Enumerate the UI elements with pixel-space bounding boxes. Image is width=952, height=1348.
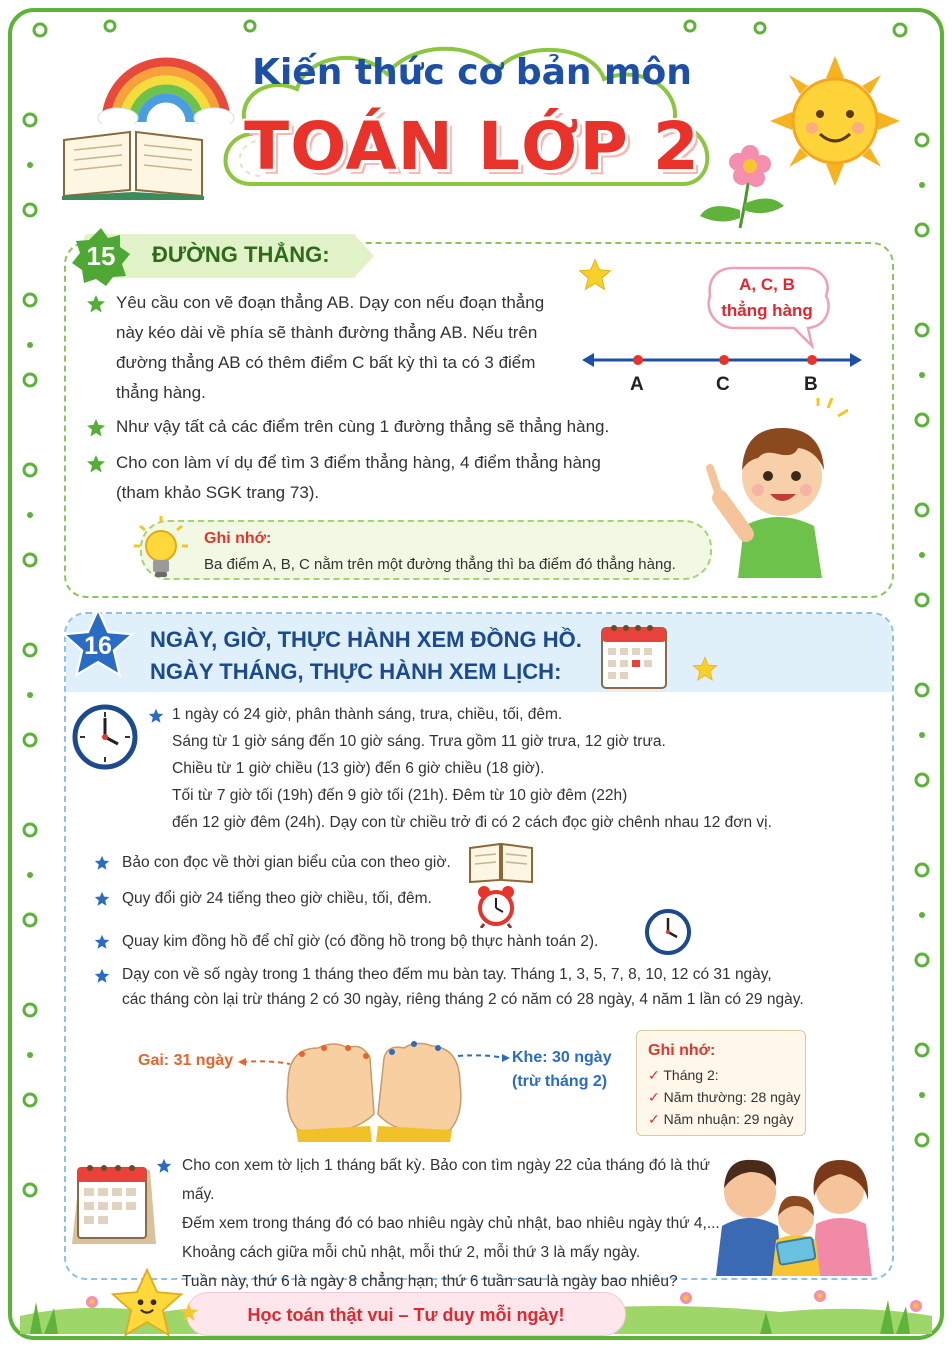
green-star-icon [86,454,106,474]
section-16-title-line: NGÀY THÁNG, THỰC HÀNH XEM LỊCH: [150,659,562,684]
text-line: này kéo dài về phía sẽ thành đường thẳng AB. Nếu trên [116,323,538,342]
green-star-icon [86,418,106,438]
text-line: Tuần này, thứ 6 là ngày 8 chẳng hạn, thứ 6 tuần sau là ngày bao nhiêu? [182,1273,678,1290]
memo-month: Tháng 2: [663,1067,719,1083]
text-line: Cho con xem tờ lịch 1 tháng bất kỳ. Bảo con tìm ngày 22 của tháng đó là thứ mấy. [182,1157,711,1203]
blue-star-icon [94,891,110,907]
text-line: Sáng từ 1 giờ sáng đến 10 giờ sáng. Trưa gồm 11 giờ trưa, 12 giờ trưa. [172,733,666,750]
s15-bullet-1 [116,288,576,408]
text-line: Yêu cầu con vẽ đoạn thẳng AB. Dạy con nếu đoạn thẳng [116,293,545,312]
text-line: đường thẳng AB có thêm điểm C bất kỳ thì ta có 3 điểm [116,353,536,372]
lightbulb-icon [134,516,188,582]
blue-star-icon [94,855,110,871]
s16-bullet-2: Bảo con đọc về thời gian biểu của con theo giờ. [122,854,451,871]
page-title-line2: TOÁN LỚP 2 [244,108,700,185]
footer-slogan [179,1292,626,1336]
memo-title: Ghi nhớ: [648,1042,716,1059]
text-line: các tháng còn lại trừ tháng 2 có 30 ngày, riêng tháng 2 có năm có 28 ngày, 4 năm 1 lần có 29 ngày. [122,991,804,1008]
knuckle-label: Gai: 31 ngày [138,1052,234,1069]
gap-label-line: Khe: 30 ngày [512,1049,612,1066]
point-b-label: B [804,374,818,395]
text-line: Tối từ 7 giờ tối (19h) đến 9 giờ tối (21h). Đêm từ 10 giờ đêm (22h) [172,787,628,804]
boy-pointing-icon [698,398,848,578]
alarm-clock-icon [476,884,516,928]
gap-label [512,1046,612,1094]
text-line: Chiều từ 1 giờ chiều (13 giờ) đến 6 giờ chiều (18 giờ). [172,760,545,777]
text-line: 1 ngày có 24 giờ, phân thành sáng, trưa, chiều, tối, đêm. [172,706,563,723]
point-a-label: A [630,374,644,395]
text-line: Dạy con về số ngày trong 1 tháng theo đếm mu bàn tay. Tháng 1, 3, 5, 7, 8, 10, 12 có 31 ngày, [122,966,772,983]
blue-star-icon [94,968,110,984]
memo-normal-row [648,1086,800,1108]
bubble-line: A, C, B [739,275,795,294]
point-c-label: C [716,374,730,395]
text-line: (tham khảo SGK trang 73). [116,483,320,502]
calendar-icon [598,620,670,690]
text-line: Cho con làm ví dụ để tìm 3 điểm thẳng hàng, 4 điểm thẳng hàng [116,453,601,472]
section-15-note-text [204,526,676,578]
note-body: Ba điểm A, B, C nằm trên một đường thẳng thì ba điểm đó thẳng hàng. [204,556,676,573]
text-line: Đếm xem trong tháng đó có bao nhiêu ngày chủ nhật, bao nhiêu ngày thứ 4,... [182,1215,720,1232]
s16-bullet-5 [122,962,862,1012]
s15-bullet-3 [116,448,636,508]
line-diagram [582,346,862,376]
text-line: thẳng hàng. [116,383,206,402]
check-icon: ✓ [648,1089,664,1105]
s16-bullet-4: Quay kim đồng hồ để chỉ giờ (có đồng hồ trong bộ thực hành toán 2). [122,933,599,950]
s16-bullet-3: Quy đổi giờ 24 tiếng theo giờ chiều, tối, đêm. [122,890,432,907]
memo-month-row [648,1064,800,1086]
s16-block-1 [172,701,872,836]
blue-star-icon [156,1158,172,1174]
book-icon [466,842,536,886]
s15-bullet-2 [116,412,636,442]
memo-content [648,1038,800,1130]
book-icon [58,120,208,200]
wall-clock-icon [644,908,692,956]
memo-leap-row [648,1108,800,1130]
yellow-star-icon [692,656,718,682]
note-title: Ghi nhớ: [204,530,272,547]
gap-label-line: (trừ tháng 2) [512,1073,608,1090]
green-star-icon [86,294,106,314]
footer-slogan-text: Học toán thật vui – Tư duy mỗi ngày! [247,1305,565,1325]
fists-illustration [238,1034,510,1144]
bubble-line: thẳng hàng [721,301,813,320]
bubble-text [708,272,826,324]
section-16-title [150,624,582,688]
text-line: đến 12 giờ đêm (24h). Dạy con từ chiều trở đi có 2 cách đọc giờ chênh nhau 12 đơn vị. [172,814,772,831]
text-line: Như vậy tất cả các điểm trên cùng 1 đường thẳng sẽ thẳng hàng. [116,417,610,436]
s16-block-6 [182,1151,742,1296]
section-16-title-line: NGÀY, GIỜ, THỰC HÀNH XEM ĐỒNG HỒ. [150,627,582,652]
blue-star-icon [94,934,110,950]
footer-star-icon: ★ [179,1300,199,1325]
yellow-star-icon [578,258,612,292]
section-15-title: ĐƯỜNG THẲNG: [152,242,330,267]
text-line: Khoảng cách giữa mỗi chủ nhật, mỗi thứ 2, mỗi thứ 3 là mấy ngày. [182,1244,641,1261]
check-icon: ✓ [648,1067,664,1083]
flower-icon [690,140,790,230]
wall-clock-icon [72,704,138,770]
memo-leap: Năm nhuận: 29 ngày [663,1111,794,1127]
page-title-line1: Kiến thức cơ bản môn [252,52,692,93]
star-mascot-icon [110,1268,184,1340]
section-15-number: 15 [86,240,116,271]
section-16-number: 16 [84,631,112,660]
desk-calendar-icon [66,1160,156,1244]
memo-normal: Năm thường: 28 ngày [663,1089,801,1105]
family-illustration [716,1136,876,1276]
blue-star-icon [148,708,164,724]
check-icon: ✓ [648,1111,664,1127]
